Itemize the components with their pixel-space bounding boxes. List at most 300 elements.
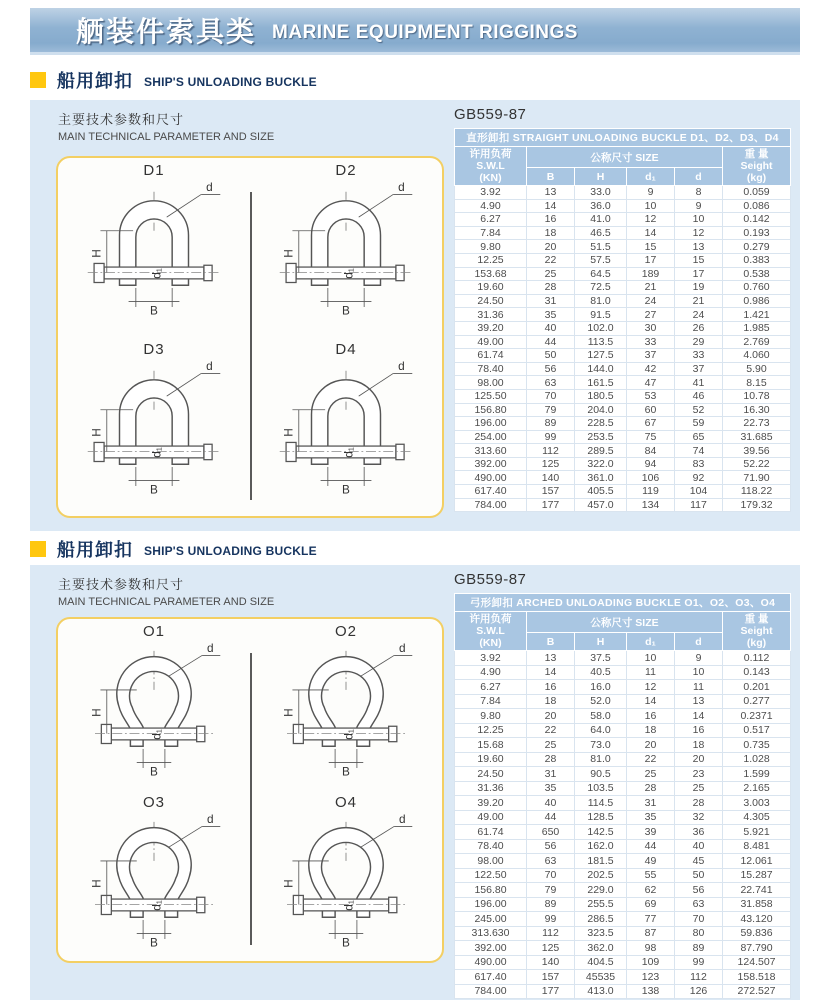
diagram-panel-o3 <box>58 790 250 961</box>
table-cell: 59.836 <box>723 926 791 941</box>
dim-label-h: H <box>281 249 296 258</box>
table-row <box>455 444 791 458</box>
table-cell: 245.00 <box>455 912 527 927</box>
table-row <box>455 267 791 281</box>
table-cell: 0.735 <box>723 738 791 753</box>
table-cell: 157 <box>527 485 575 499</box>
dim-label-d: d <box>399 811 406 826</box>
d-shackle-drawing <box>75 358 233 496</box>
table-cell: 15 <box>627 240 675 254</box>
dim-label-b: B <box>150 764 158 778</box>
table-row <box>455 854 791 869</box>
table-cell: 28 <box>675 796 723 811</box>
table-cell: 7.84 <box>455 694 527 709</box>
table-cell: 12 <box>627 680 675 695</box>
table-cell: 138 <box>627 984 675 999</box>
table-cell: 6.27 <box>455 213 527 227</box>
table-row <box>455 253 791 267</box>
table-cell: 39.20 <box>455 321 527 335</box>
table-cell: 39.20 <box>455 796 527 811</box>
table-row <box>455 723 791 738</box>
table-cell: 0.760 <box>723 281 791 295</box>
dim-label-b: B <box>150 935 158 949</box>
table-row <box>455 294 791 308</box>
table-cell: 75 <box>627 430 675 444</box>
table-cell: 23 <box>675 767 723 782</box>
table-cell: 157 <box>527 970 575 985</box>
table-row <box>455 651 791 666</box>
table-cell: 35 <box>527 308 575 322</box>
table-cell: 40 <box>675 839 723 854</box>
dim-label-h: H <box>281 428 296 437</box>
dim-label-d1: d₁ <box>149 729 164 740</box>
table-cell: 42 <box>627 362 675 376</box>
table-cell: 80 <box>675 926 723 941</box>
table-cell: 0.277 <box>723 694 791 709</box>
table-cell: 5.90 <box>723 362 791 376</box>
table-cell: 58.0 <box>575 709 627 724</box>
diagram-panel-o2 <box>250 619 442 790</box>
table-row <box>455 984 791 999</box>
table-cell: 49.00 <box>455 335 527 349</box>
table-cell: 1.599 <box>723 767 791 782</box>
table-cell: 33 <box>627 335 675 349</box>
table-cell: 0.142 <box>723 213 791 227</box>
bow-shackle-drawing <box>267 640 425 778</box>
table-cell: 0.279 <box>723 240 791 254</box>
table-row <box>455 752 791 767</box>
table-cell: 99 <box>527 912 575 927</box>
table-row <box>455 471 791 485</box>
diagram-panel-d3 <box>58 337 250 516</box>
dim-label-h: H <box>89 879 104 888</box>
table-row <box>455 389 791 403</box>
col-header-weight: 重 量 Seight (kg) <box>723 612 791 651</box>
table-cell: 20 <box>527 709 575 724</box>
dim-label-d: d <box>206 358 213 373</box>
table-cell: 56 <box>527 362 575 376</box>
table-cell: 55 <box>627 868 675 883</box>
table-cell: 43.120 <box>723 912 791 927</box>
table-row <box>455 417 791 431</box>
table-cell: 39.56 <box>723 444 791 458</box>
table-cell: 47 <box>627 376 675 390</box>
table-cell: 20 <box>527 240 575 254</box>
table-cell: 10 <box>627 199 675 213</box>
table-cell: 12.061 <box>723 854 791 869</box>
col-header-b: B <box>527 633 575 651</box>
table-row <box>455 199 791 213</box>
table-cell: 229.0 <box>575 883 627 898</box>
table-cell: 64.0 <box>575 723 627 738</box>
dim-label-d: d <box>398 179 405 194</box>
table-cell: 37.5 <box>575 651 627 666</box>
table-column <box>454 571 794 999</box>
table-cell: 13 <box>527 186 575 200</box>
table-cell: 14 <box>675 709 723 724</box>
table-row <box>455 839 791 854</box>
table-cell: 156.80 <box>455 883 527 898</box>
parameter-caption-zh: 主要技术参数和尺寸 <box>58 112 185 127</box>
table-cell: 405.5 <box>575 485 627 499</box>
table-row <box>455 883 791 898</box>
table-cell: 98.00 <box>455 854 527 869</box>
yellow-square-marker <box>30 541 46 557</box>
table-cell: 52.22 <box>723 457 791 471</box>
col-header-d: d <box>675 633 723 651</box>
table-cell: 10 <box>675 213 723 227</box>
section-panel <box>30 565 800 1000</box>
table-column <box>454 106 794 512</box>
table-cell: 40.5 <box>575 665 627 680</box>
table-cell: 617.40 <box>455 485 527 499</box>
dim-label-b: B <box>150 482 158 496</box>
table-cell: 4.90 <box>455 665 527 680</box>
table-cell: 14 <box>627 226 675 240</box>
dim-label-d: d <box>399 640 406 655</box>
table-cell: 17 <box>675 267 723 281</box>
table-cell: 12 <box>627 213 675 227</box>
table-cell: 20 <box>627 738 675 753</box>
diagram-panel-d4 <box>250 337 442 516</box>
table-cell: 10.78 <box>723 389 791 403</box>
dim-label-h: H <box>89 249 104 258</box>
table-cell: 46 <box>675 389 723 403</box>
table-cell: 49 <box>627 854 675 869</box>
table-cell: 44 <box>627 839 675 854</box>
table-cell: 17 <box>627 253 675 267</box>
col-header-d1: d₁ <box>627 168 675 186</box>
table-cell: 24.50 <box>455 767 527 782</box>
table-cell: 53 <box>627 389 675 403</box>
table-cell: 37 <box>627 349 675 363</box>
table-cell: 14 <box>527 199 575 213</box>
table-cell: 202.5 <box>575 868 627 883</box>
table-cell: 25 <box>675 781 723 796</box>
col-header-d1: d₁ <box>627 633 675 651</box>
table-cell: 490.00 <box>455 955 527 970</box>
section-heading <box>30 68 800 92</box>
table-row <box>455 897 791 912</box>
table-cell: 81.0 <box>575 294 627 308</box>
table-cell: 52 <box>675 403 723 417</box>
table-cell: 31 <box>527 767 575 782</box>
table-cell: 77 <box>627 912 675 927</box>
section-title-en: SHIP'S UNLOADING BUCKLE <box>144 75 317 89</box>
table-cell: 112 <box>527 926 575 941</box>
table-row <box>455 498 791 512</box>
table-cell: 361.0 <box>575 471 627 485</box>
dim-label-d1: d₁ <box>341 900 356 911</box>
table-cell: 650 <box>527 825 575 840</box>
table-cell: 15 <box>675 253 723 267</box>
dim-label-h: H <box>89 428 104 437</box>
table-cell: 8 <box>675 186 723 200</box>
arched-buckle-table <box>454 593 791 999</box>
diagram-label: D4 <box>335 341 357 358</box>
table-cell: 16 <box>527 680 575 695</box>
dim-label-b: B <box>150 303 158 317</box>
table-cell: 490.00 <box>455 471 527 485</box>
table-cell: 457.0 <box>575 498 627 512</box>
table-cell: 124.507 <box>723 955 791 970</box>
table-cell: 19 <box>675 281 723 295</box>
table-cell: 9.80 <box>455 709 527 724</box>
table-row <box>455 955 791 970</box>
table-cell: 15.287 <box>723 868 791 883</box>
table-cell: 3.92 <box>455 651 527 666</box>
dim-label-h: H <box>89 708 104 717</box>
banner-title-en: MARINE EQUIPMENT RIGGINGS <box>272 22 578 43</box>
col-header-h: H <box>575 168 627 186</box>
table-cell: 27 <box>627 308 675 322</box>
section-title-zh: 船用卸扣 <box>57 540 133 560</box>
parameter-caption <box>58 574 274 608</box>
table-cell: 45 <box>675 854 723 869</box>
table-cell: 2.769 <box>723 335 791 349</box>
table-cell: 16 <box>527 213 575 227</box>
diagram-panel-d2 <box>250 158 442 337</box>
table-cell: 10 <box>627 651 675 666</box>
table-cell: 177 <box>527 498 575 512</box>
table-cell: 59 <box>675 417 723 431</box>
table-row <box>455 376 791 390</box>
table-cell: 8.481 <box>723 839 791 854</box>
table-row <box>455 941 791 956</box>
table-cell: 64.5 <box>575 267 627 281</box>
parameter-caption <box>58 109 274 143</box>
table-cell: 16 <box>675 723 723 738</box>
table-cell: 79 <box>527 403 575 417</box>
table-cell: 119 <box>627 485 675 499</box>
table-cell: 12.25 <box>455 253 527 267</box>
dim-label-b: B <box>342 303 350 317</box>
table-cell: 24 <box>675 308 723 322</box>
table-cell: 78.40 <box>455 839 527 854</box>
table-cell: 0.086 <box>723 199 791 213</box>
table-cell: 19.60 <box>455 281 527 295</box>
table-row <box>455 912 791 927</box>
bow-shackle-drawing <box>75 640 233 778</box>
parameter-caption-en: MAIN TECHNICAL PARAMETER AND SIZE <box>58 596 275 608</box>
diagram-box <box>56 156 444 518</box>
diagram-divider <box>250 192 252 500</box>
table-cell: 617.40 <box>455 970 527 985</box>
table-cell: 1.985 <box>723 321 791 335</box>
dim-label-d: d <box>398 358 405 373</box>
table-cell: 57.5 <box>575 253 627 267</box>
table-cell: 1.028 <box>723 752 791 767</box>
bow-shackle-drawing <box>267 811 425 949</box>
table-cell: 144.0 <box>575 362 627 376</box>
table-row <box>455 709 791 724</box>
parameter-caption-en: MAIN TECHNICAL PARAMETER AND SIZE <box>58 131 275 143</box>
dim-label-d1: d₁ <box>149 900 164 911</box>
table-cell: 0.112 <box>723 651 791 666</box>
table-cell: 99 <box>675 955 723 970</box>
table-cell: 125 <box>527 457 575 471</box>
table-cell: 71.90 <box>723 471 791 485</box>
table-cell: 6.27 <box>455 680 527 695</box>
table-row <box>455 403 791 417</box>
table-cell: 123 <box>627 970 675 985</box>
table-row <box>455 226 791 240</box>
table-row <box>455 926 791 941</box>
table-cell: 180.5 <box>575 389 627 403</box>
table-title: 弓形卸扣 ARCHED UNLOADING BUCKLE O1、O2、O3、O4 <box>455 594 791 612</box>
table-cell: 128.5 <box>575 810 627 825</box>
table-cell: 189 <box>627 267 675 281</box>
table-row <box>455 308 791 322</box>
table-cell: 16.0 <box>575 680 627 695</box>
table-row <box>455 240 791 254</box>
section-heading <box>30 537 800 561</box>
table-cell: 20 <box>675 752 723 767</box>
dim-label-d1: d₁ <box>341 729 356 740</box>
section-title-en: SHIP'S UNLOADING BUCKLE <box>144 544 317 558</box>
table-row <box>455 362 791 376</box>
table-cell: 1.421 <box>723 308 791 322</box>
diagram-panel-o4 <box>250 790 442 961</box>
table-cell: 74 <box>675 444 723 458</box>
table-cell: 177 <box>527 984 575 999</box>
table-cell: 19.60 <box>455 752 527 767</box>
table-cell: 89 <box>527 417 575 431</box>
table-cell: 162.0 <box>575 839 627 854</box>
table-cell: 161.5 <box>575 376 627 390</box>
table-cell: 2.165 <box>723 781 791 796</box>
table-cell: 18 <box>627 723 675 738</box>
table-row <box>455 781 791 796</box>
table-cell: 41 <box>675 376 723 390</box>
table-cell: 22.73 <box>723 417 791 431</box>
table-cell: 26 <box>675 321 723 335</box>
table-body <box>455 186 791 512</box>
table-cell: 22 <box>527 723 575 738</box>
table-cell: 31.36 <box>455 781 527 796</box>
dim-label-b: B <box>342 935 350 949</box>
table-cell: 140 <box>527 471 575 485</box>
table-cell: 362.0 <box>575 941 627 956</box>
table-cell: 125.50 <box>455 389 527 403</box>
table-cell: 0.383 <box>723 253 791 267</box>
table-row <box>455 485 791 499</box>
table-cell: 112 <box>675 970 723 985</box>
table-cell: 83 <box>675 457 723 471</box>
table-cell: 142.5 <box>575 825 627 840</box>
table-cell: 73.0 <box>575 738 627 753</box>
table-cell: 3.003 <box>723 796 791 811</box>
table-cell: 16.30 <box>723 403 791 417</box>
table-cell: 9 <box>675 651 723 666</box>
table-row <box>455 457 791 471</box>
table-cell: 63 <box>675 897 723 912</box>
table-cell: 112 <box>527 444 575 458</box>
col-header-weight: 重 量 Seight (kg) <box>723 147 791 186</box>
table-cell: 13 <box>675 240 723 254</box>
table-cell: 784.00 <box>455 498 527 512</box>
table-row <box>455 970 791 985</box>
table-cell: 228.5 <box>575 417 627 431</box>
table-cell: 24 <box>627 294 675 308</box>
table-cell: 181.5 <box>575 854 627 869</box>
table-cell: 35 <box>627 810 675 825</box>
table-row <box>455 186 791 200</box>
dim-label-h: H <box>281 879 296 888</box>
table-cell: 61.74 <box>455 349 527 363</box>
table-row <box>455 680 791 695</box>
table-row <box>455 335 791 349</box>
table-cell: 14 <box>627 694 675 709</box>
table-cell: 12.25 <box>455 723 527 738</box>
table-cell: 28 <box>527 281 575 295</box>
table-cell: 4.060 <box>723 349 791 363</box>
table-row <box>455 767 791 782</box>
table-cell: 413.0 <box>575 984 627 999</box>
table-cell: 50 <box>527 349 575 363</box>
d-shackle-drawing <box>267 179 425 317</box>
table-cell: 289.5 <box>575 444 627 458</box>
table-cell: 4.305 <box>723 810 791 825</box>
table-cell: 31 <box>527 294 575 308</box>
table-cell: 98 <box>627 941 675 956</box>
table-cell: 87 <box>627 926 675 941</box>
table-cell: 70 <box>675 912 723 927</box>
table-cell: 0.201 <box>723 680 791 695</box>
table-row <box>455 430 791 444</box>
table-cell: 0.2371 <box>723 709 791 724</box>
dim-label-b: B <box>342 764 350 778</box>
table-cell: 78.40 <box>455 362 527 376</box>
table-cell: 46.5 <box>575 226 627 240</box>
dim-label-d1: d₁ <box>341 268 356 279</box>
table-cell: 323.5 <box>575 926 627 941</box>
table-cell: 52.0 <box>575 694 627 709</box>
table-cell: 0.059 <box>723 186 791 200</box>
table-cell: 13 <box>675 694 723 709</box>
col-header-b: B <box>527 168 575 186</box>
table-cell: 3.92 <box>455 186 527 200</box>
section-title-zh: 船用卸扣 <box>57 71 133 91</box>
straight-buckle-table <box>454 128 791 512</box>
table-cell: 70 <box>527 868 575 883</box>
table-cell: 122.50 <box>455 868 527 883</box>
table-cell: 102.0 <box>575 321 627 335</box>
table-cell: 313.60 <box>455 444 527 458</box>
table-row <box>455 321 791 335</box>
table-cell: 0.538 <box>723 267 791 281</box>
col-header-swl: 许用负荷 S.W.L (KN) <box>455 147 527 186</box>
table-cell: 204.0 <box>575 403 627 417</box>
table-cell: 18 <box>527 694 575 709</box>
diagram-panel-o1 <box>58 619 250 790</box>
table-cell: 35 <box>527 781 575 796</box>
table-cell: 67 <box>627 417 675 431</box>
table-cell: 158.518 <box>723 970 791 985</box>
table-row <box>455 796 791 811</box>
table-cell: 22 <box>527 253 575 267</box>
table-cell: 106 <box>627 471 675 485</box>
table-cell: 31.858 <box>723 897 791 912</box>
table-row <box>455 694 791 709</box>
table-cell: 156.80 <box>455 403 527 417</box>
table-row <box>455 665 791 680</box>
col-header-swl: 许用负荷 S.W.L (KN) <box>455 612 527 651</box>
table-cell: 255.5 <box>575 897 627 912</box>
table-cell: 99 <box>527 430 575 444</box>
table-cell: 92 <box>675 471 723 485</box>
table-cell: 0.193 <box>723 226 791 240</box>
